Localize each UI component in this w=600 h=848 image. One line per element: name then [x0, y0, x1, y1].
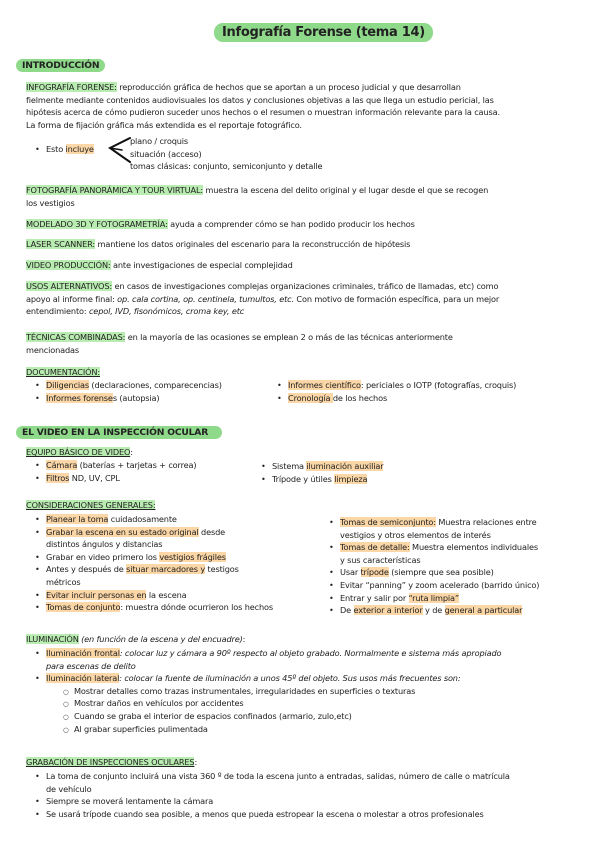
bracket-arrow-icon — [104, 136, 132, 166]
grab-heading — [26, 756, 197, 769]
incluye-term: incluye — [65, 144, 94, 154]
usos-text: en casos de investigaciones complejas organizaciones criminales, tráfico de llamadas, etc) como — [112, 281, 499, 291]
doc-left-list — [30, 379, 222, 404]
consid-hl: Tomas de detalle: — [340, 542, 410, 553]
laser-text: mantiene los datos originales del escenario para la reconstrucción de hipótesis — [95, 239, 411, 249]
grab-list — [30, 770, 510, 820]
ilum-list — [30, 647, 501, 735]
doc-heading — [26, 366, 100, 379]
doc-item-text: s (autopsia) — [112, 392, 160, 403]
consid-left-list — [30, 513, 273, 614]
ilum-sub-item: ○ Cuando se graba el interior de espacios confinados (armario, zulo,etc) — [58, 710, 501, 723]
intro-definition — [26, 81, 500, 131]
equipo-left-list — [30, 459, 196, 484]
video-prod-term: VIDEO PRODUCCIÓN: — [26, 260, 111, 270]
def-line: La forma de fijación gráfica más extendida es el reportaje fotográfico. — [26, 119, 302, 130]
foto-section — [26, 184, 488, 209]
consid-hl: Tomas de conjunto — [46, 602, 121, 613]
usos-section — [26, 280, 499, 318]
equipo-text: ND, UV, CPL — [69, 472, 120, 483]
doc-heading-text: DOCUMENTACIÓN: — [26, 367, 101, 377]
consid-text: cuidadosamente — [108, 514, 177, 524]
usos-text: entendimiento: — [26, 306, 89, 317]
usos-text: apoyo al informe final: — [26, 293, 118, 304]
consid-text: métricos — [46, 576, 81, 587]
esto-text: Esto — [46, 144, 66, 154]
ilum-tail: : — [242, 634, 246, 644]
include-item: tomas clásicas: conjunto, semiconjunto y detalle — [130, 161, 323, 172]
consid-hl: Grabar la escena en su estado original — [46, 526, 199, 537]
ilum-sub-item: ○ Mostrar daños en vehículos por accidentes — [58, 697, 501, 710]
consid-right-list — [324, 516, 539, 617]
equipo-heading — [26, 446, 133, 459]
equipo-text: (baterías + tarjetas + correa) — [77, 460, 197, 470]
consid-text: desde — [198, 526, 226, 537]
consid-text: De — [340, 605, 354, 616]
consid-hl: exterior a interior — [353, 605, 423, 616]
consid-text: Evitar “panning” y zoom acelerado (barrido único) — [340, 579, 540, 590]
usos-text: Con motivo de formación específica, para un mejor — [293, 293, 500, 304]
consid-text: vestigios y otros elementos de interés — [340, 529, 491, 540]
def-line: hipótesis acerca de cómo pudieron suceder unos hechos o el resumen o muestran información relevante para la causa. — [26, 107, 500, 118]
doc-item-text: de los hechos — [332, 392, 388, 403]
ilum-text: : colocar la fuente de iluminación a unos 45º del objeto. Sus usos más frecuentes son: — [119, 673, 461, 684]
laser-term: LASER SCANNER: — [26, 239, 96, 249]
doc-item-text: : periciales o IOTP (fotografías, croquis) — [360, 380, 517, 390]
usos-ops: op. cala cortina, op. centinela, tumultos, etc. — [117, 293, 294, 304]
equipo-text: Trípode y útiles — [272, 473, 335, 484]
doc-item-hl: Informes forense — [46, 392, 113, 403]
consid-text: : muestra dónde ocurrieron los hechos — [120, 602, 273, 613]
def-term: INFOGRAFÍA FORENSE: — [26, 82, 117, 92]
consid-hl: Planear la toma — [46, 514, 109, 524]
equipo-hl: iluminación auxiliar — [306, 461, 384, 471]
include-item: plano / croquis — [130, 136, 189, 146]
model-text: ayuda a comprender cómo se han podido producir los hechos — [167, 219, 415, 229]
consid-text: distintos ángulos y distancias — [46, 539, 163, 550]
equipo-colon: : — [130, 447, 133, 457]
consid-text: testigos — [205, 564, 239, 575]
consid-hl: Evitar incluir personas en — [46, 589, 147, 600]
consid-text: Usar — [340, 567, 361, 578]
doc-right-list — [272, 379, 516, 404]
grab-item: • La toma de conjunto incluirá una vista 360 º de toda la escena junto a entradas, salidas, número de calle o matrícula — [30, 770, 510, 783]
doc-item-hl: Diligencias — [46, 380, 89, 390]
consid-text: (siempre que sea posible) — [388, 567, 494, 578]
equipo-right-list — [256, 460, 383, 485]
usos-examples: cepol, IVD, fisonómicos, croma key, etc — [88, 306, 245, 317]
ilum-heading — [26, 633, 245, 646]
equipo-hl: Filtros — [46, 472, 70, 483]
model-term: MODELADO 3D Y FOTOGRAMETRÍA: — [26, 219, 168, 229]
consid-hl: situar marcadores y — [126, 564, 206, 575]
page-title: Infografía Forense (tema 14) — [214, 23, 433, 42]
doc-item-hl: Informes científico — [288, 380, 361, 390]
consid-hl: trípode — [360, 567, 389, 578]
grab-item: • Siempre se moverá lentamente la cámara — [30, 795, 510, 808]
consid-heading-text: CONSIDERACIONES GENERALES: — [26, 500, 156, 510]
intro-heading: INTRODUCCIÓN — [16, 59, 105, 72]
consid-text: Grabar en video primero los — [46, 551, 160, 562]
consid-text: Muestra relaciones entre — [435, 517, 537, 527]
model-section — [26, 218, 415, 231]
equipo-heading-text: EQUIPO BÁSICO DE VIDEO — [26, 447, 131, 457]
tecnicas-text: mencionadas — [26, 344, 80, 355]
equipo-hl: Cámara — [46, 460, 78, 470]
video-prod-section — [26, 259, 293, 272]
tecnicas-term: TÉCNICAS COMBINADAS: — [26, 332, 126, 342]
consid-hl: vestigios frágiles — [159, 551, 226, 562]
doc-item-text: (declaraciones, comparecencias) — [88, 380, 222, 390]
consid-text: Entrar y salir por — [340, 592, 409, 603]
consid-hl: “ruta limpia” — [408, 592, 459, 603]
tecnicas-section — [26, 331, 453, 356]
includes-list — [130, 135, 322, 173]
ilum-heading-text: ILUMINACIÓN — [26, 634, 79, 644]
ilum-text: : colocar luz y cámara a 90º respecto al objeto grabado. Normalmente e sistema más apropiado — [119, 648, 502, 658]
ilum-sub-item: ○ Mostrar detalles como trazas instrumentales, irregularidades en superficies o texturas — [58, 685, 501, 698]
doc-item-hl: Cronología — [288, 392, 333, 403]
def-line: reproducción gráfica de hechos que se aportan a un proceso judicial y que desarrollan — [116, 82, 461, 92]
grab-heading-text: GRABACIÓN DE INSPECCIONES OCULARES — [26, 757, 195, 767]
include-item: situación (acceso) — [130, 148, 202, 159]
def-line: fielmente mediante contenidos audiovisuales los datos y conclusiones objetivas a las que llega un estudio pericial, las — [26, 94, 494, 105]
usos-term: USOS ALTERNATIVOS: — [26, 281, 112, 291]
foto-text: muestra la escena del delito original y el lugar desde el que se recogen — [202, 185, 489, 195]
grab-item: • Se usará trípode cuando sea posible, a menos que pueda estropear la escena o molestar a otros profesionales — [30, 808, 510, 821]
consid-hl: general a particular — [444, 605, 523, 616]
grab-colon: : — [194, 757, 198, 767]
ilum-text: para escenas de delito — [46, 660, 136, 671]
ilum-sub-item: ○ Al grabar superficies pulimentada — [58, 723, 501, 736]
foto-term: FOTOGRAFÍA PANORÁMICA Y TOUR VIRTUAL: — [26, 185, 203, 195]
equipo-hl: limpieza — [334, 473, 368, 484]
consid-text: y sus características — [340, 554, 421, 565]
ilum-frontal: Iluminación frontal — [46, 648, 120, 658]
video-prod-text: ante investigaciones de especial complejidad — [110, 260, 293, 270]
video-section-heading: EL VIDEO EN LA INSPECCIÓN OCULAR — [16, 426, 222, 439]
consid-text: Muestra elementos individuales — [409, 542, 538, 553]
tecnicas-text: en la mayoría de las ocasiones se emplean 2 o más de las técnicas anteriormente — [125, 332, 453, 342]
foto-text: los vestigios — [26, 197, 75, 208]
equipo-text: Sistema — [272, 461, 307, 471]
consid-text: Antes y después de — [46, 564, 127, 575]
ilum-lateral: Iluminación lateral — [46, 673, 120, 684]
ilum-note: (en función de la escena y del encuadre) — [78, 634, 243, 644]
consid-hl: Tomas de semiconjunto: — [340, 517, 436, 527]
grab-item: de vehículo — [46, 783, 92, 794]
consid-text: la escena — [146, 589, 187, 600]
consid-text: y de — [422, 605, 445, 616]
laser-section — [26, 238, 410, 251]
esto-incluye — [30, 143, 94, 156]
consid-heading — [26, 499, 155, 512]
